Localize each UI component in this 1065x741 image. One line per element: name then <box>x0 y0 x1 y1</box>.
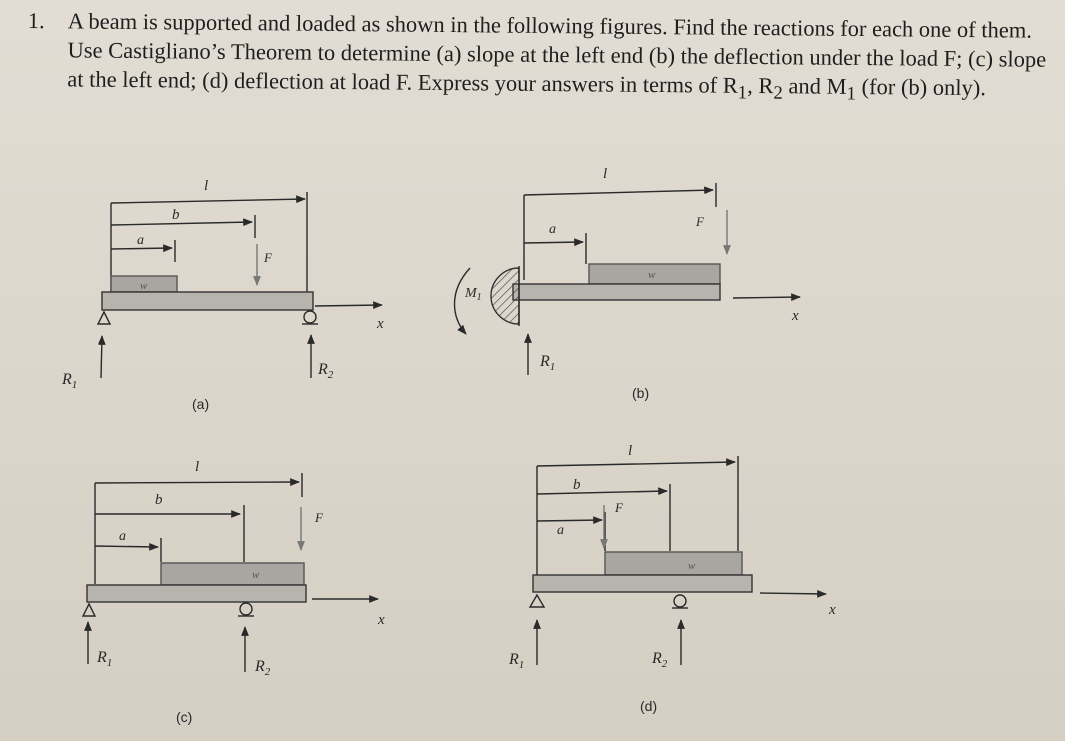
problem-sub-m1: 1 <box>846 83 856 105</box>
fig-b-dim-a <box>524 242 583 243</box>
fig-a-pin-support <box>98 312 110 324</box>
fig-a-caption: (a) <box>192 396 210 412</box>
fig-d-label-b: b <box>573 477 581 493</box>
fig-a-label-l: l <box>204 178 209 194</box>
fig-b-label-w: w <box>648 269 656 281</box>
fig-c-label-l: l <box>195 459 200 475</box>
fig-c-dim-a <box>95 546 158 547</box>
fig-a-reaction-r1 <box>101 336 102 378</box>
problem-text-part4: (for (b) only). <box>855 73 987 101</box>
problem-text-part3: and M <box>782 73 847 99</box>
fig-b-label-r1: $R_1$ <box>540 353 556 373</box>
fig-c-label-r1: $R_1$ <box>97 649 113 669</box>
figure-c <box>83 473 378 672</box>
fig-b-label-f: F <box>696 214 704 229</box>
fig-c-pin-support <box>83 604 95 616</box>
fig-d-distributed-load <box>605 552 742 575</box>
fig-c-label-a: a <box>119 529 126 544</box>
problem-sub-r1: 1 <box>737 82 748 104</box>
fig-c-beam <box>87 585 306 602</box>
fig-d-label-w: w <box>688 560 696 572</box>
fig-d-label-r1: $R_1$ <box>509 651 525 671</box>
fig-d-roller-support <box>674 595 686 607</box>
fig-d-dim-b <box>537 491 667 494</box>
fig-d-caption: (d) <box>640 698 658 714</box>
fig-a-dim-l <box>111 199 305 203</box>
fig-a-label-f: F <box>264 250 272 265</box>
fig-a-beam <box>102 292 313 310</box>
figure-b <box>455 183 801 375</box>
fig-a-dim-a <box>111 248 172 249</box>
problem-sub-r2: 2 <box>773 82 783 104</box>
fig-c-dim-l <box>95 482 299 483</box>
fig-a-dim-b <box>111 222 252 225</box>
fig-c-label-r2: $R_2$ <box>255 658 271 678</box>
fig-d-label-r2: $R_2$ <box>652 650 668 670</box>
fig-a-label-x: x <box>377 316 384 332</box>
fig-a-label-a: a <box>137 233 144 248</box>
fig-b-label-m1: $M_1$ <box>465 286 482 303</box>
fig-b-beam <box>513 284 720 300</box>
fig-b-fixed-support <box>491 268 519 324</box>
fig-a-label-r2: $R_2$ <box>318 361 334 381</box>
fig-c-label-w: w <box>252 569 260 581</box>
fig-d-label-l: l <box>628 443 633 459</box>
fig-c-distributed-load <box>161 563 304 585</box>
fig-d-pin-support <box>530 595 544 607</box>
fig-a-x-axis <box>315 305 382 306</box>
fig-b-label-a: a <box>549 222 556 237</box>
fig-a-roller-support <box>304 311 316 323</box>
fig-d-label-x: x <box>829 602 836 618</box>
fig-a-label-b: b <box>172 207 180 223</box>
fig-c-roller-support <box>240 603 252 615</box>
fig-c-label-b: b <box>155 492 163 508</box>
problem-number: 1. <box>27 7 45 34</box>
problem-text-part2: , R <box>747 72 774 99</box>
fig-b-moment-m1 <box>455 268 471 334</box>
fig-b-label-l: l <box>603 166 608 182</box>
fig-b-x-axis <box>733 297 800 298</box>
fig-c-label-x: x <box>378 612 385 628</box>
fig-d-dim-l <box>537 462 735 466</box>
fig-d-dim-a <box>537 520 602 521</box>
problem-text-part1: A beam is supported and loaded as shown in the following figures. Find the reactions for each one of them. Use Castigliano’s Theorem to determine (a) slope at the left end (b) the deflection under the load F; (c) slope at the left end; (d) deflection at load F. Express your answers in terms of R <box>67 8 1047 98</box>
fig-b-label-x: x <box>792 308 799 324</box>
fig-c-caption: (c) <box>176 709 193 725</box>
fig-c-label-f: F <box>315 510 323 525</box>
fig-d-label-f: F <box>615 500 623 515</box>
fig-b-caption: (b) <box>632 385 650 401</box>
fig-a-label-w: w <box>140 280 148 292</box>
fig-b-dim-l <box>524 190 713 195</box>
fig-d-x-axis <box>760 593 826 594</box>
fig-d-label-a: a <box>557 523 564 538</box>
fig-a-label-r1: $R_1$ <box>62 371 78 391</box>
fig-d-beam <box>533 575 752 592</box>
